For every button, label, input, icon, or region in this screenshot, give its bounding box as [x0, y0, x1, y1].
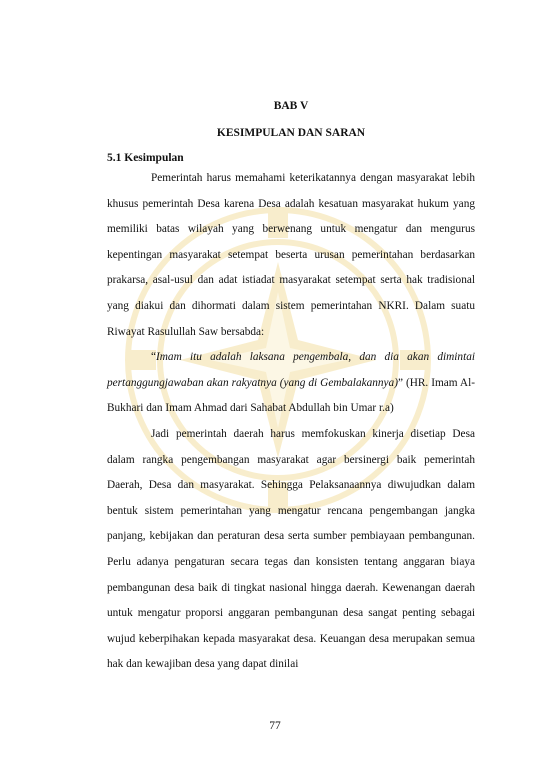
quote-text: Imam itu adalah laksana pengembala, dan dia akan dimintai pertanggungjawaban akan rakyatnya (yang di Gembalakannya) — [107, 351, 475, 389]
page-number: 77 — [269, 720, 281, 732]
paragraph-2: Jadi pemerintah daerah harus memfokuskan kinerja disetiap Desa dalam rangka pengembangan masyarakat agar bersinergi baik pemerintah Daerah, Desa dan masyarakat. Sehingga Pelaksanaannya diwujudkan dalam bentuk sistem pemerintahan yang mengatur rencana pengembangan jangka panjang, kebijakan dan peraturan desa serta sumber pembiayaan pembangunan. Perlu adanya pengaturan secara tegas dan konsisten tentang anggaran biaya pembangunan desa baik di tingkat nasional hingga daerah. Kewenangan daerah untuk mengatur proporsi anggaran pembangunan desa sangat penting sebagai wujud keberpihakan kepada masyarakat desa. Keuangan desa merupakan semua hak dan kewajiban desa yang dapat dinilai — [107, 427, 475, 671]
section-heading: 5.1 Kesimpulan — [107, 152, 184, 164]
quote-open-mark: “ — [151, 351, 157, 364]
quote-citation: ” (HR. Imam Al- Bukhari dan Imam Ahmad dari Sahabat Abdullah bin Umar r.a) — [107, 376, 475, 415]
hadith-quote — [107, 345, 475, 422]
chapter-heading: BAB V — [273, 100, 309, 112]
paragraph-1: Pemerintah harus memahami keterikatannya dengan masyarakat lebih khusus pemerintah Desa karena Desa adalah kesatuan masyarakat hukum yang memiliki batas wilayah yang berwenang untuk mengatur dan mengurus kepentingan masyarakat setempat beserta urusan pemerintahan berdasarkan prakarsa, asal-usul dan adat istiadat masyarakat setempat serta hak tradisional yang diakui dan dihormati dalam sistem pemerintahan NKRI. Dalam suatu Riwayat Rasulullah Saw bersabda: — [107, 172, 475, 338]
chapter-title: KESIMPULAN DAN SARAN — [216, 127, 366, 139]
document-page — [107, 100, 475, 678]
